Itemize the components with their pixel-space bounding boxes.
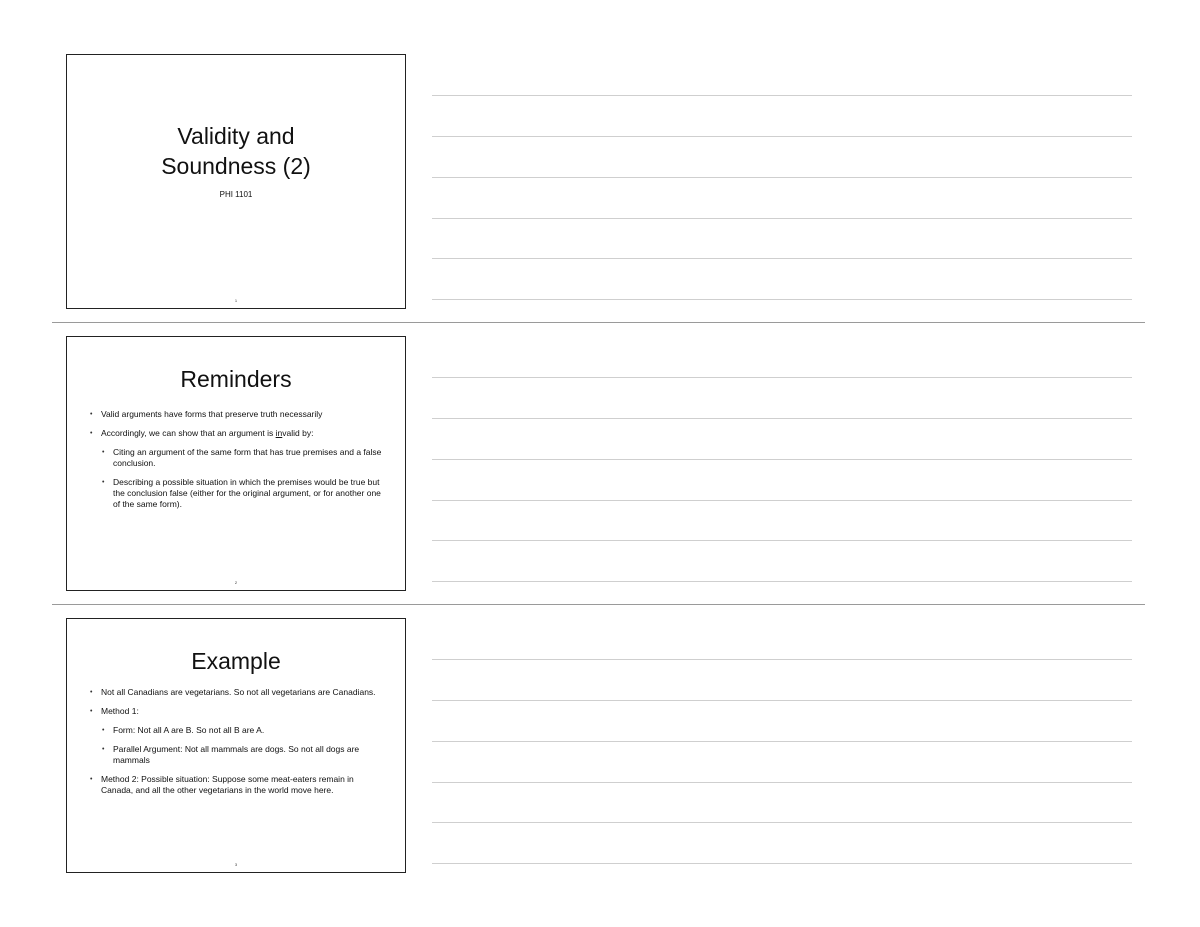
note-line — [432, 822, 1132, 823]
bullet-text-after: valid by: — [282, 428, 314, 438]
bullet-text: Form: Not all A are B. So not all B are A. — [113, 725, 265, 735]
sub-bullet-item — [99, 725, 385, 736]
slide-number: 1 — [234, 298, 238, 303]
bullet-icon: • — [90, 689, 93, 696]
note-line — [432, 782, 1132, 783]
section-divider — [52, 322, 1145, 323]
note-line — [432, 863, 1132, 864]
title-line-2: Soundness (2) — [161, 153, 311, 179]
bullet-icon: • — [102, 449, 105, 456]
slide-3 — [66, 618, 406, 873]
bullet-text-before: Accordingly, we can show that an argument is — [101, 428, 276, 438]
slide-1 — [66, 54, 406, 309]
note-line — [432, 218, 1132, 219]
note-line — [432, 136, 1132, 137]
bullet-text: Not all Canadians are vegetarians. So not all vegetarians are Canadians. — [101, 687, 376, 697]
slide-2 — [66, 336, 406, 591]
bullet-item — [87, 706, 385, 717]
bullet-text: Valid arguments have forms that preserve truth necessarily — [101, 409, 323, 419]
slide-heading: Example — [191, 648, 281, 674]
note-line — [432, 741, 1132, 742]
sub-bullet-item — [99, 477, 385, 510]
note-line — [432, 659, 1132, 660]
note-line — [432, 377, 1132, 378]
bullet-text: Citing an argument of the same form that has true premises and a false conclusion. — [113, 447, 382, 468]
slide-heading: Reminders — [180, 366, 292, 392]
slide-number: 3 — [234, 862, 238, 867]
bullet-list — [87, 687, 385, 804]
sub-bullet-item — [99, 744, 385, 766]
note-line — [432, 500, 1132, 501]
bullet-icon: • — [90, 411, 93, 418]
note-line — [432, 581, 1132, 582]
bullet-list — [87, 409, 385, 518]
note-line — [432, 177, 1132, 178]
note-line — [432, 418, 1132, 419]
bullet-item — [87, 409, 385, 420]
note-line — [432, 258, 1132, 259]
title-line-1: Validity and — [177, 123, 295, 149]
note-line — [432, 540, 1132, 541]
bullet-icon: • — [102, 727, 105, 734]
note-line — [432, 299, 1132, 300]
bullet-icon: • — [102, 479, 105, 486]
bullet-icon: • — [102, 746, 105, 753]
bullet-text: Method 2: Possible situation: Suppose some meat-eaters remain in Canada, and all the other vegetarians in the world move here. — [101, 774, 354, 795]
bullet-item — [87, 428, 385, 439]
slide-title — [67, 121, 405, 181]
bullet-text: Describing a possible situation in which the premises would be true but the conclusion false (either for the original argument, or for another one of the same form). — [113, 477, 381, 509]
bullet-icon: • — [90, 430, 93, 437]
slide-number: 2 — [234, 580, 238, 585]
bullet-item — [87, 774, 385, 796]
bullet-text-underlined: in — [275, 428, 283, 438]
sub-bullet-item — [99, 447, 385, 469]
bullet-icon: • — [90, 708, 93, 715]
note-line — [432, 700, 1132, 701]
bullet-text: Parallel Argument: Not all mammals are dogs. So not all dogs are mammals — [113, 744, 360, 765]
section-divider — [52, 604, 1145, 605]
note-line — [432, 95, 1132, 96]
course-code: PHI 1101 — [219, 190, 253, 199]
bullet-text: Method 1: — [101, 706, 139, 716]
note-line — [432, 459, 1132, 460]
bullet-item — [87, 687, 385, 698]
bullet-icon: • — [90, 776, 93, 783]
